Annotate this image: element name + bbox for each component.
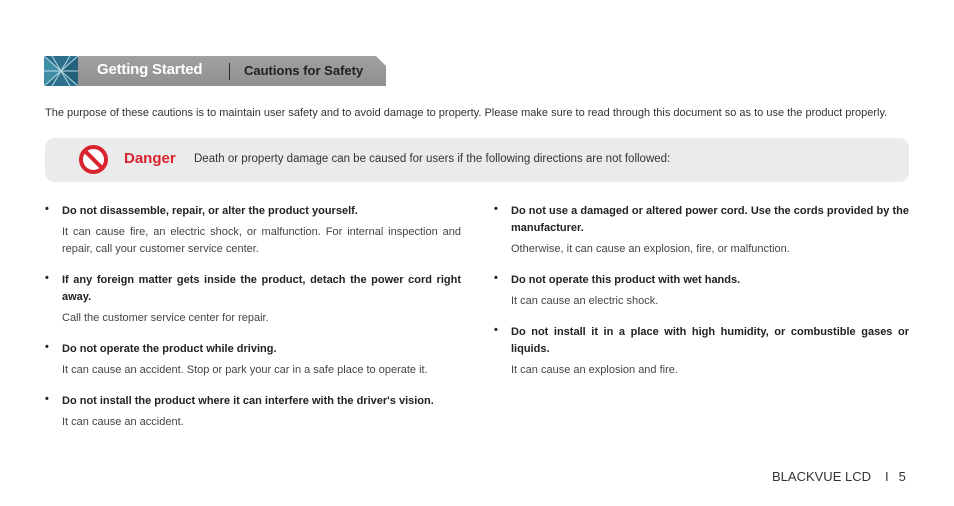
- caution-description: Call the customer service center for repair.: [62, 312, 269, 324]
- caution-description: Otherwise, it can cause an explosion, fire, or malfunction.: [511, 243, 790, 255]
- list-item: [494, 272, 909, 310]
- caution-title: If any foreign matter gets inside the product, detach the power cord right away.: [62, 274, 461, 303]
- danger-text: Death or property damage can be caused for users if the following directions are not followed:: [194, 153, 671, 165]
- list-item: [45, 203, 461, 258]
- header-divider: [229, 63, 230, 80]
- bullet: •: [45, 203, 49, 215]
- caution-description: It can cause fire, an electric shock, or malfunction. For internal inspection and repair, call your customer service center.: [62, 226, 461, 255]
- bullet: •: [494, 324, 498, 336]
- intro-text: The purpose of these cautions is to maintain user safety and to avoid damage to property. Please make sure to read through this document so as to use the product properly.: [45, 107, 888, 119]
- list-item: [494, 203, 909, 258]
- footer-brand: BLACKVUE LCD: [772, 469, 871, 484]
- list-item: [45, 272, 461, 327]
- bullet: •: [494, 272, 498, 284]
- list-item: [45, 341, 461, 379]
- footer-separator: I: [884, 469, 889, 484]
- caution-list-right: [494, 203, 909, 393]
- caution-title: Do not operate this product with wet hands.: [511, 274, 741, 286]
- section-header: [44, 56, 386, 86]
- list-item: [45, 393, 461, 431]
- header-title: Getting Started: [97, 61, 203, 78]
- caution-description: It can cause an electric shock.: [511, 295, 659, 307]
- header-subtitle: Cautions for Safety: [244, 63, 364, 78]
- prohibition-icon: [78, 144, 109, 175]
- caution-list-left: [45, 203, 461, 445]
- caution-title: Do not disassemble, repair, or alter the product yourself.: [62, 205, 358, 217]
- bullet: •: [45, 393, 49, 405]
- bullet: •: [45, 272, 49, 284]
- bullet: •: [45, 341, 49, 353]
- crossed-lines-logo-icon: [44, 56, 78, 86]
- danger-banner: [45, 138, 909, 182]
- caution-title: Do not install the product where it can interfere with the driver's vision.: [62, 395, 434, 407]
- caution-title: Do not operate the product while driving.: [62, 343, 277, 355]
- caution-description: It can cause an explosion and fire.: [511, 364, 678, 376]
- caution-title: Do not use a damaged or altered power cord. Use the cords provided by the manufacturer.: [511, 205, 909, 234]
- caution-description: It can cause an accident. Stop or park your car in a safe place to operate it.: [62, 364, 428, 376]
- caution-title: Do not install it in a place with high humidity, or combustible gases or liquids.: [511, 326, 909, 355]
- danger-label: Danger: [124, 150, 176, 167]
- page-footer: [772, 469, 906, 484]
- list-item: [494, 324, 909, 379]
- page-number: 5: [898, 469, 906, 484]
- bullet: •: [494, 203, 498, 215]
- caution-description: It can cause an accident.: [62, 416, 184, 428]
